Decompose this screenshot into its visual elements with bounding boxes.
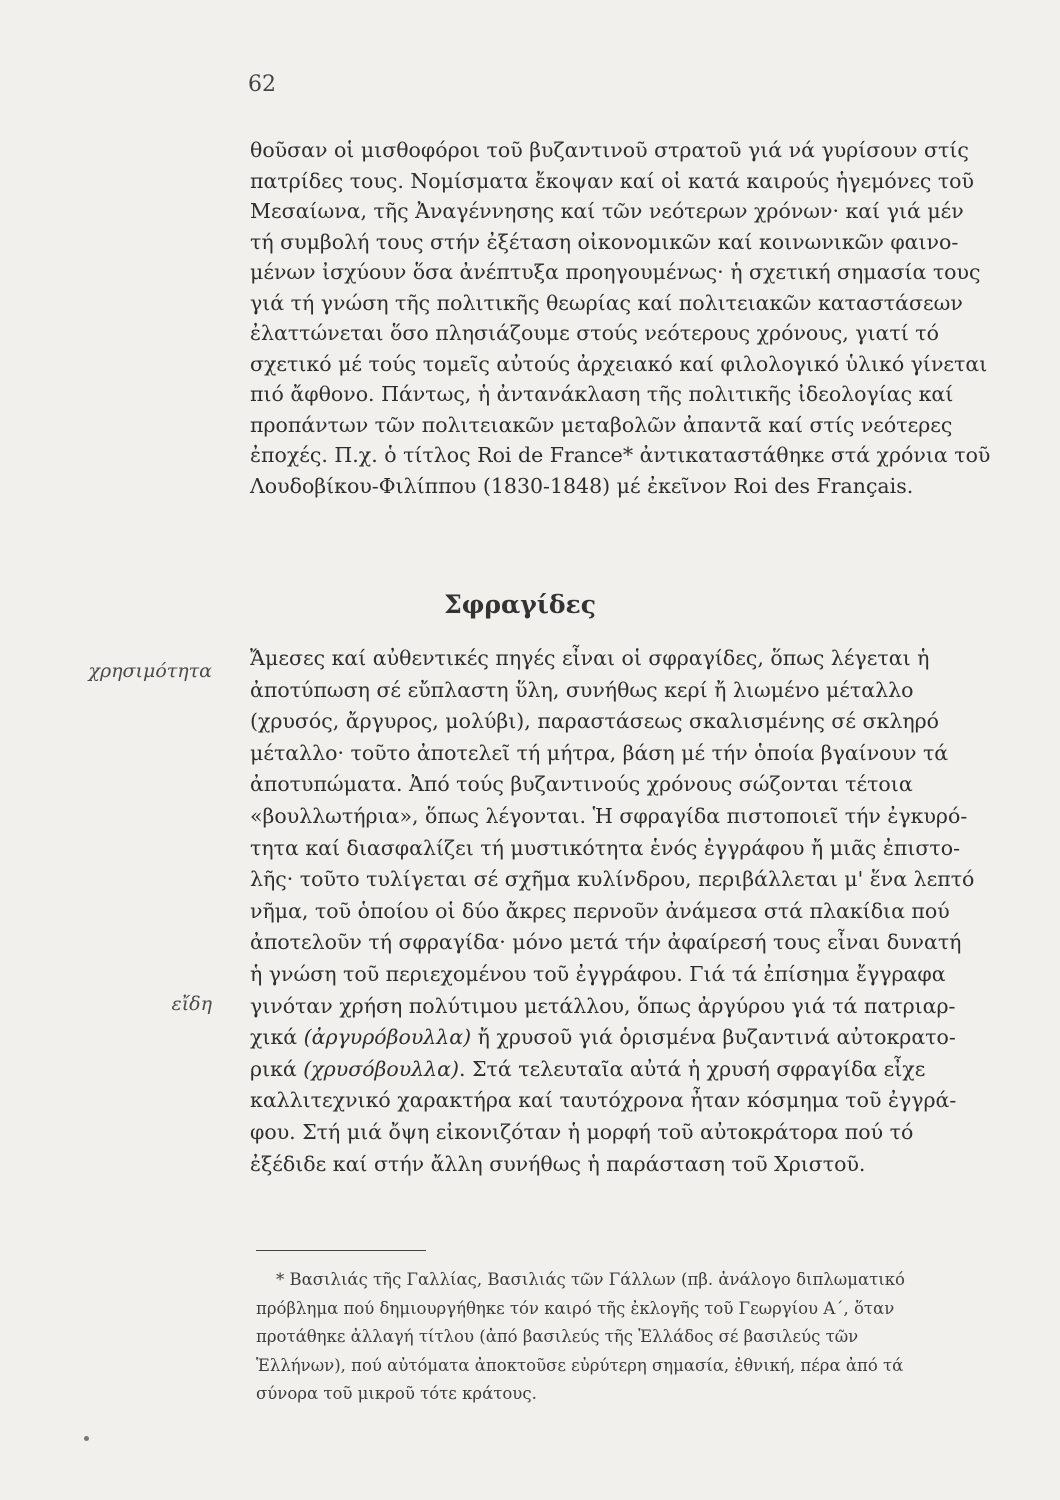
text-line: λῆς· τοῦτο τυλίγεται σέ σχῆμα κυλίνδρου, περιβάλλεται μ' ἕνα λεπτό [250,867,975,892]
footnote-line: * Βασιλιάς τῆς Γαλλίας, Βασιλιάς τῶν Γάλλων (πβ. ἀνάλογο διπλωματικό [276,1270,905,1289]
footnote [256,1266,1026,1409]
text-line: πατρίδες τους. Νομίσματα ἔκοψαν καί οἱ κατά καιρούς ἡγεμόνες τοῦ [250,168,974,193]
text-line: καλλιτεχνικό χαρακτήρα καί ταυτόχρονα ἦταν κόσμημα τοῦ ἐγγρά- [250,1088,957,1113]
text-line [250,1054,1020,1086]
text-segment: ἤ χρυσοῦ γιά ὁρισμένα βυζαντινά αὐτοκρατο- [471,1025,956,1050]
text-segment: . Στά τελευταῖα αὐτά ἡ χρυσή σφραγίδα εἶχε [459,1056,926,1081]
text-line: τητα καί διασφαλίζει τή μυστικότητα ἑνός ἐγγράφου ἤ μιᾶς ἐπιστο- [250,835,961,860]
text-line: νῆμα, τοῦ ὁποίου οἱ δύο ἄκρες περνοῦν ἀνάμεσα στά πλακίδια πού [250,898,950,923]
text-line: «βουλλωτήρια», ὅπως λέγονται. Ἡ σφραγίδα πιστοποιεῖ τήν ἐγκυρό- [250,803,968,828]
page-number: 62 [248,72,276,97]
italic-term: (χρυσόβουλλα) [303,1056,460,1081]
text-line: ἐξέδιδε καί στήν ἄλλη συνήθως ἡ παράσταση τοῦ Χριστοῦ. [250,1151,866,1176]
section-heading: Σφραγίδες [444,590,596,619]
text-line: ἀποτελοῦν τή σφραγίδα· μόνο μετά τήν ἀφαίρεσή τους εἶναι δυνατή [250,930,962,955]
margin-note-types: εἴδη [171,993,212,1015]
text-line: Λουδοβίκου-Φιλίππου (1830-1848) μέ ἐκεῖνον Roi des Français. [250,473,914,498]
text-line: Ἄμεσες καί αὐθεντικές πηγές εἶναι οἱ σφραγίδες, ὅπως λέγεται ἡ [250,646,930,670]
text-line: τή συμβολή τους στήν ἐξέταση οἰκονομικῶν καί κοινωνικῶν φαινο- [250,229,959,254]
text-line: γινόταν χρήση πολύτιμου μετάλλου, ὅπως ἀργύρου γιά τά πατριαρ- [250,993,956,1018]
text-line [250,1022,1020,1054]
text-line: πιό ἄφθονο. Πάντως, ἡ ἀντανάκλαση τῆς πολιτικῆς ἰδεολογίας καί [250,382,954,406]
footnote-line: Ἑλλήνων), πού αὐτόματα ἀποκτοῦσε εὐρύτερη σημασία, ἐθνική, πέρα ἀπό τά [256,1355,904,1375]
text-line: σχετικό μέ τούς τομεῖς αὐτούς ἀρχειακό καί φιλολογικό ὑλικό γίνεται [250,351,988,376]
text-line: φου. Στή μιά ὄψη εἰκονιζόταν ἡ μορφή τοῦ αὐτοκράτορα πού τό [250,1119,914,1144]
footnote-line: προτάθηκε ἀλλαγή τίτλου (ἀπό βασιλεύς τῆς Ἑλλάδος σέ βασιλεύς τῶν [256,1327,859,1346]
intro-paragraph [250,135,1020,501]
text-line: ἡ γνώση τοῦ περιεχομένου τοῦ ἐγγράφου. Γιά τά ἐπίσημα ἔγγραφα [250,961,946,986]
footnote-divider [256,1250,426,1251]
text-line: ἀποτυπώματα. Ἀπό τούς βυζαντινούς χρόνους σώζονται τέτοια [250,772,913,797]
text-line: ἀποτύπωση σέ εὔπλαστη ὕλη, συνήθως κερί ἤ λιωμένο μέταλλο [250,677,914,702]
footnote-line: σύνορα τοῦ μικροῦ τότε κράτους. [256,1384,537,1403]
section-paragraph [250,643,1020,1180]
text-line: προπάντων τῶν πολιτειακῶν μεταβολῶν ἀπαντᾶ καί στίς νεότερες [250,412,953,437]
footnote-line: πρόβλημα πού δημιουργήθηκε τόν καιρό τῆς ἐκλογῆς τοῦ Γεωργίου Α΄, ὅταν [256,1298,895,1318]
margin-note-usefulness: χρησιμότητα [88,660,212,682]
text-segment: χικά [250,1025,304,1050]
text-line: θοῦσαν οἱ μισθοφόροι τοῦ βυζαντινοῦ στρατοῦ γιά νά γυρίσουν στίς [250,138,969,162]
text-line: ἐλαττώνεται ὅσο πλησιάζουμε στούς νεότερους χρόνους, γιατί τό [250,321,939,345]
text-segment: ρικά [250,1056,304,1081]
text-line: ἐποχές. Π.χ. ὁ τίτλος Roi de France* ἀντικαταστάθηκε στά χρόνια τοῦ [250,443,991,467]
text-line: (χρυσός, ἄργυρος, μολύβι), παραστάσεως σκαλισμένης σέ σκληρό [250,709,940,734]
text-line: γιά τή γνώση τῆς πολιτικῆς θεωρίας καί πολιτειακῶν καταστάσεων [250,290,963,315]
text-line: μένων ἰσχύουν ὅσα ἀνέπτυξα προηγουμένως· ἡ σχετική σημασία τους [250,260,981,284]
text-line: μέταλλο· τοῦτο ἀποτελεῖ τή μήτρα, βάση μέ τήν ὁποία βγαίνουν τά [250,740,949,765]
ink-speck [84,1436,89,1441]
text-line: Μεσαίωνα, τῆς Ἀναγέννησης καί τῶν νεότερων χρόνων· καί γιά μέν [250,199,964,223]
italic-term: (ἀργυρόβουλλα) [303,1025,472,1050]
